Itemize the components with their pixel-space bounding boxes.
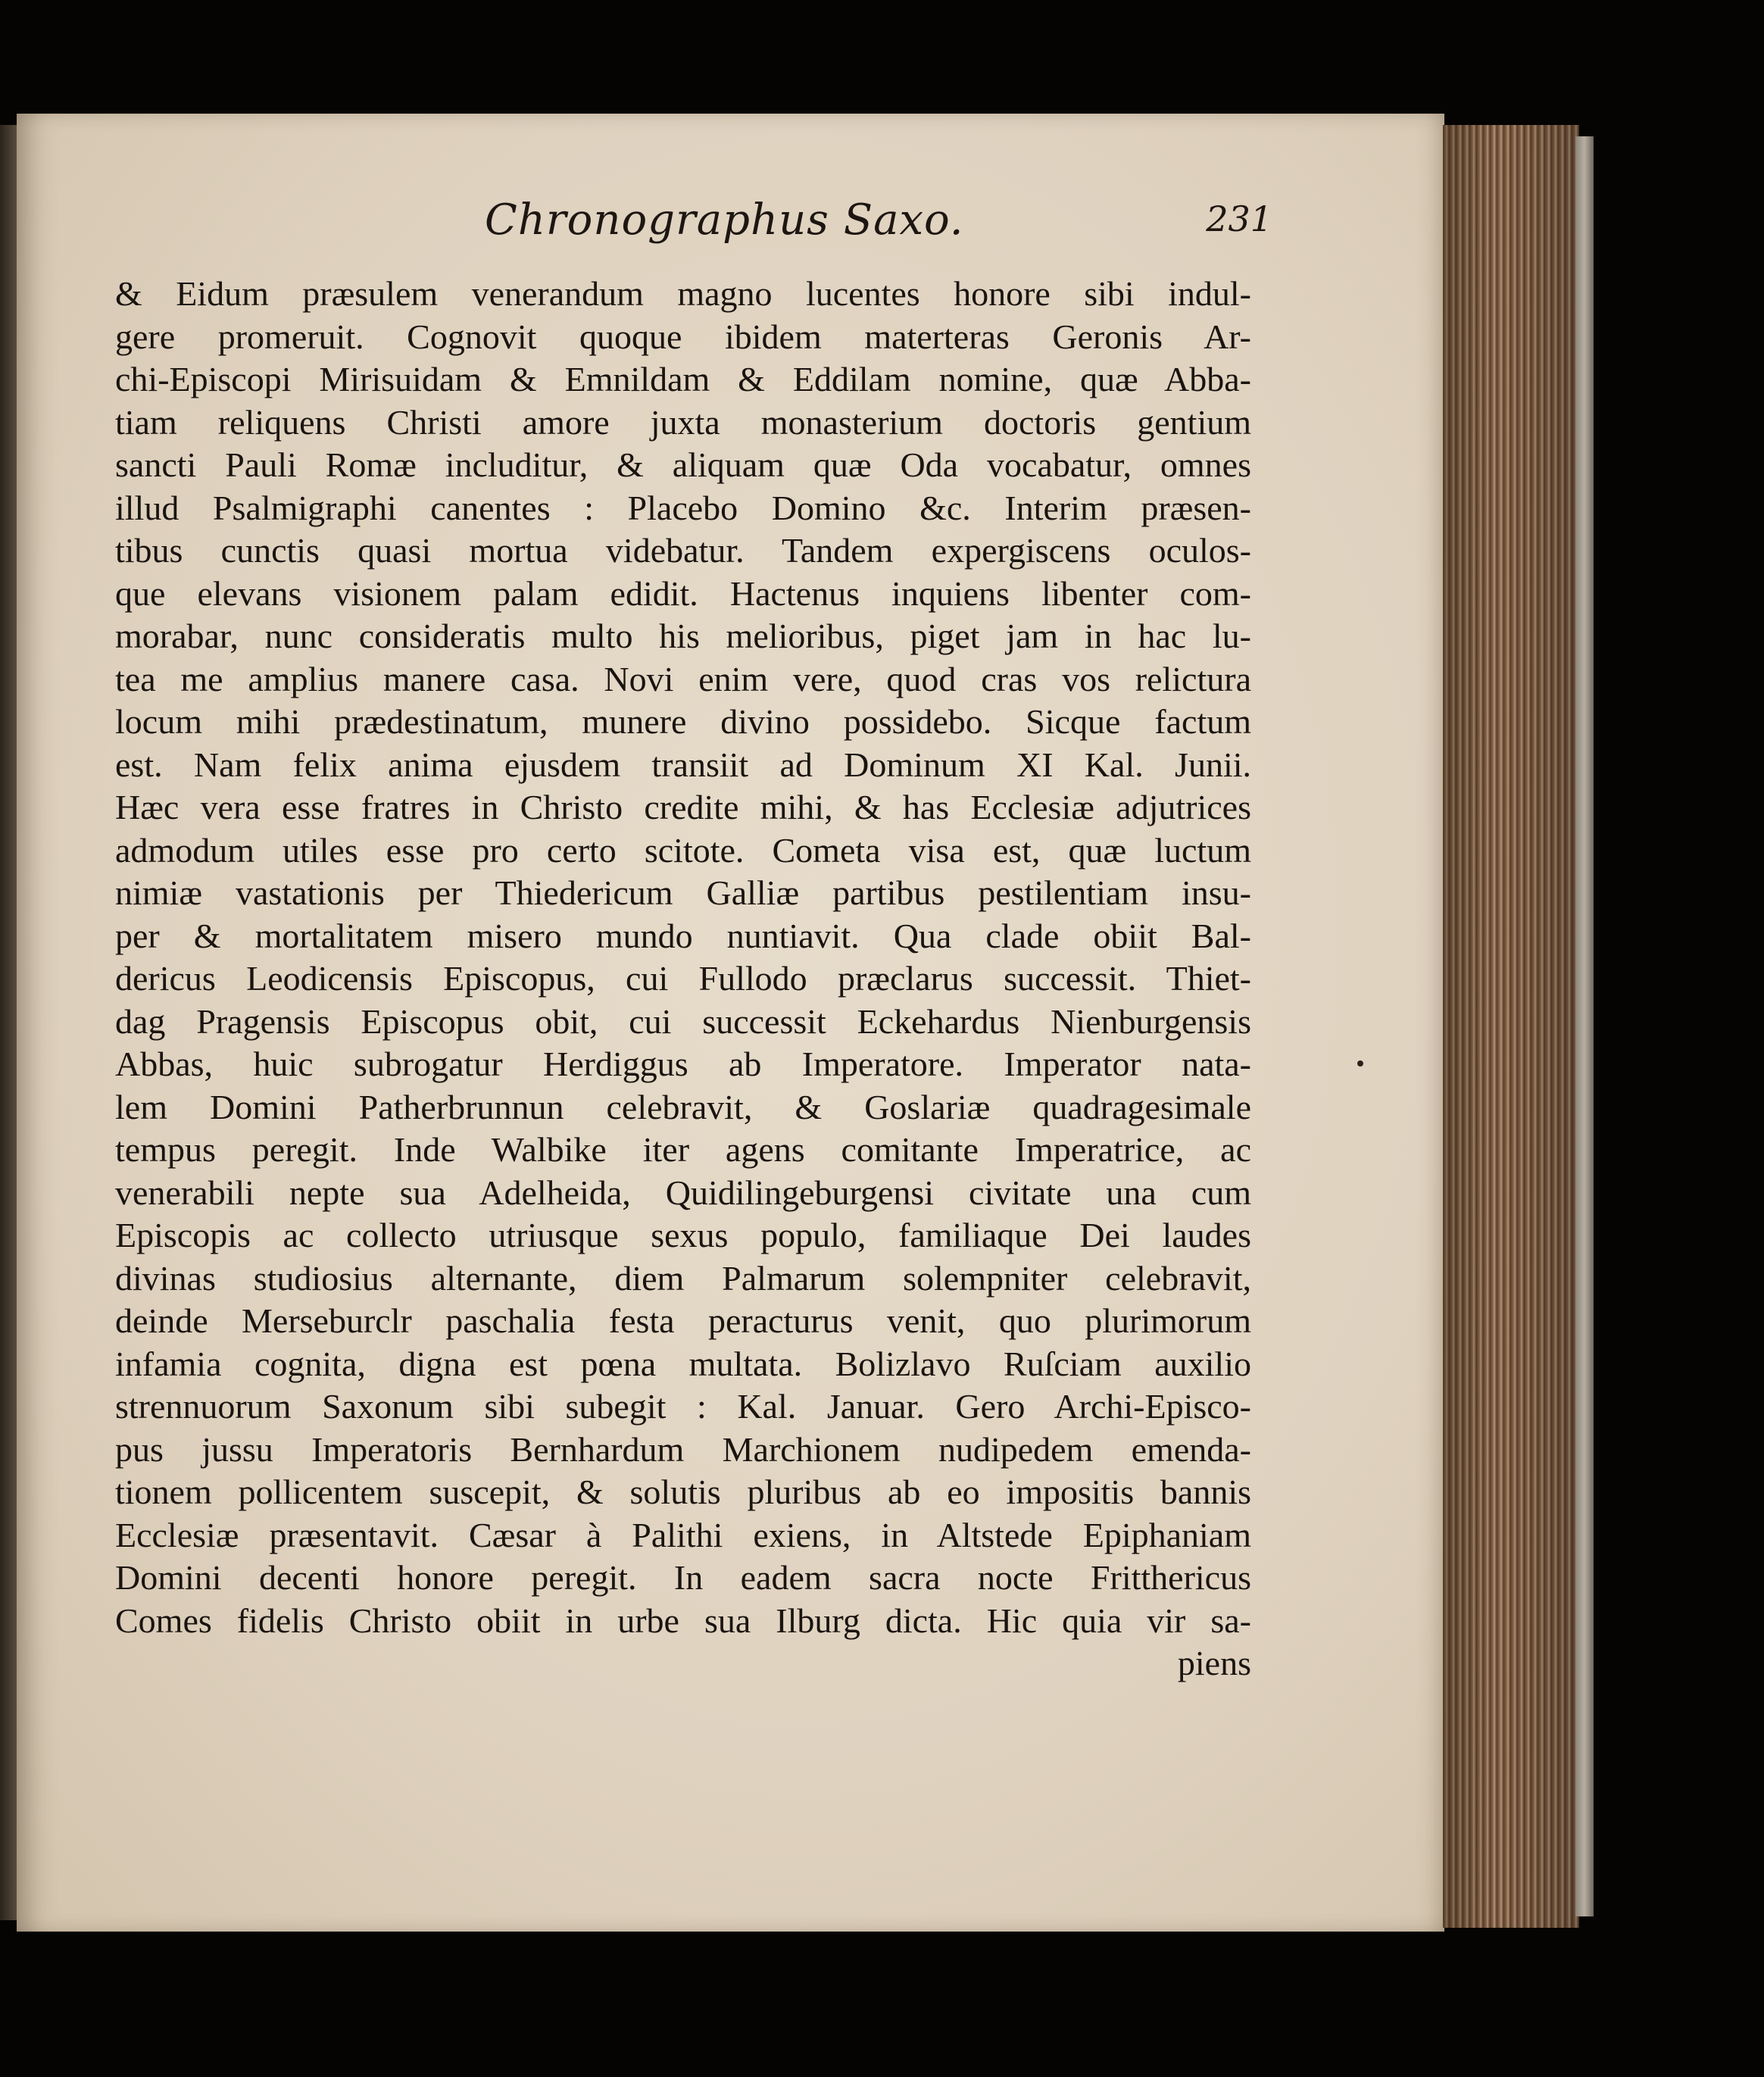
fore-edge-shadow (1443, 125, 1579, 1928)
page-header (485, 195, 1272, 248)
running-title: Chronographus Saxo. (485, 195, 964, 245)
text-line: Hæc vera esse fratres in Christo credite mihi, & has Ecclesiæ adjutrices (115, 788, 1251, 826)
facing-page-edge (0, 125, 18, 1920)
catchword: piens (1177, 1644, 1251, 1682)
text-line: admodum utiles esse pro certo scitote. Cometa visa est, quæ luctum (115, 830, 1251, 870)
text-line: divinas studiosius alternante, diem Palmarum solempniter celebravit, (115, 1258, 1251, 1298)
text-line: & Eidum præsulem venerandum magno lucentes honore sibi indul- (115, 274, 1251, 313)
text-line: tea me amplius manere casa. Novi enim vere, quod cras vos relictura (115, 659, 1251, 698)
body-text (115, 273, 1251, 1685)
text-line: dag Pragensis Episcopus obit, cui successit Eckehardus Nienburgensis (115, 1001, 1251, 1041)
text-line: Comes fidelis Christo obiit in urbe sua Ilburg dicta. Hic quia vir sa- (115, 1601, 1251, 1640)
text-line: sancti Pauli Romæ includitur, & aliquam quæ Oda vocabatur, omnes (115, 445, 1251, 484)
text-line: chi-Episcopi Mirisuidam & Emnildam & Eddilam nomine, quæ Abba- (115, 360, 1251, 398)
text-line: Ecclesiæ præsentavit. Cæsar à Palithi exiens, in Altstede Epiphaniam (115, 1515, 1251, 1554)
page-speck (1357, 1060, 1363, 1067)
text-line: illud Psalmigraphi canentes : Placebo Domino &c. Interim præsen- (115, 488, 1251, 527)
page-number: 231 (1206, 198, 1272, 239)
text-line: per & mortalitatem misero mundo nuntiavit. Qua clade obiit Bal- (115, 916, 1251, 955)
text-line: locum mihi prædestinatum, munere divino possidebo. Sicque factum (115, 702, 1251, 741)
text-line: tionem pollicentem suscepit, & solutis pluribus ab eo impositis bannis (115, 1473, 1251, 1511)
text-line: tibus cunctis quasi mortua videbatur. Tandem expergiscens oculos- (115, 531, 1251, 570)
text-line: est. Nam felix anima ejusdem transiit ad Dominum XI Kal. Junii. (115, 745, 1251, 784)
text-line: Domini decenti honore peregit. In eadem sacra nocte Fritthericus (115, 1558, 1251, 1597)
text-line: tempus peregit. Inde Walbike iter agens comitante Imperatrice, ac (115, 1130, 1251, 1169)
book-cover-edge (1575, 136, 1594, 1916)
text-line: dericus Leodicensis Episcopus, cui Fullodo præclarus successit. Thiet- (115, 959, 1251, 998)
text-line: lem Domini Patherbrunnun celebravit, & Goslariæ quadragesimale (115, 1087, 1251, 1126)
text-line: Abbas, huic subrogatur Herdiggus ab Imperatore. Imperator nata- (115, 1045, 1251, 1083)
text-line: morabar, nunc consideratis multo his melioribus, piget jam in hac lu- (115, 617, 1251, 655)
text-line: nimiæ vastationis per Thiedericum Galliæ partibus pestilentiam insu- (115, 873, 1251, 912)
text-line: venerabili nepte sua Adelheida, Quidilingeburgensi civitate una cum (115, 1173, 1251, 1212)
text-line: que elevans visionem palam edidit. Hactenus inquiens libenter com- (115, 573, 1251, 613)
text-line: strennuorum Saxonum sibi subegit : Kal. Januar. Gero Archi-Episco- (115, 1387, 1251, 1426)
text-line: pus jussu Imperatoris Bernhardum Marchionem nudipedem emenda- (115, 1429, 1251, 1469)
text-line: gere promeruit. Cognovit quoque ibidem materteras Geronis Ar- (115, 317, 1251, 356)
text-line: Episcopis ac collecto utriusque sexus populo, familiaque Dei laudes (115, 1216, 1251, 1254)
text-line: infamia cognita, digna est pœna multata. Bolizlavo Ruſciam auxilio (115, 1344, 1251, 1383)
text-line: tiam reliquens Christi amore juxta monasterium doctoris gentium (115, 402, 1251, 442)
text-line: deinde Merseburclr paschalia festa peracturus venit, quo plurimorum (115, 1301, 1251, 1340)
